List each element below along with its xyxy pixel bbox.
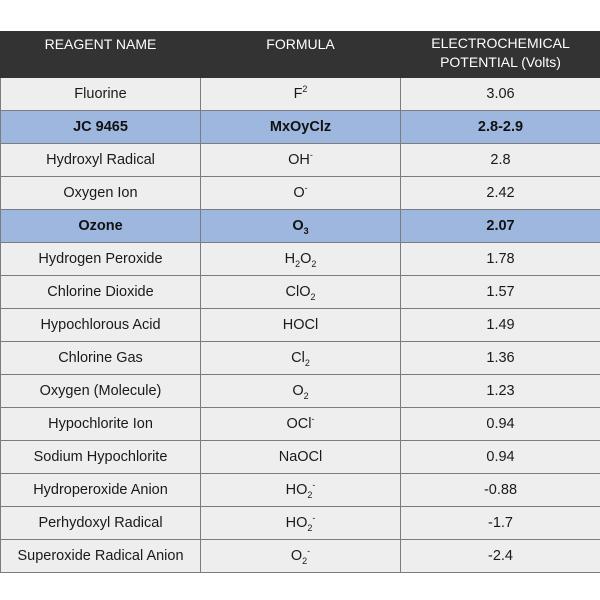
formula-superscript: - [309, 150, 313, 161]
table-row [1, 210, 600, 243]
formula-superscript: - [312, 480, 316, 491]
formula-cell [201, 276, 401, 309]
potential-cell: 1.57 [401, 276, 600, 309]
formula-superscript: 2 [302, 84, 308, 95]
table-row [1, 408, 600, 441]
reagent-potential-table [0, 31, 600, 573]
formula-text: O [292, 383, 304, 399]
table-row [1, 474, 600, 507]
formula-subscript: 2 [295, 258, 301, 269]
reagent-name-cell: Chlorine Dioxide [1, 276, 201, 309]
reagent-name-cell: Oxygen Ion [1, 177, 201, 210]
potential-cell: -1.7 [401, 507, 600, 540]
formula-cell [201, 342, 401, 375]
table-body [1, 78, 600, 573]
potential-cell: 0.94 [401, 408, 600, 441]
reagent-name-cell: Chlorine Gas [1, 342, 201, 375]
reagent-name-cell: Perhydoxyl Radical [1, 507, 201, 540]
header-reagent-name: REAGENT NAME [1, 32, 201, 78]
formula-text: O [300, 251, 312, 267]
formula-text: HOCl [282, 317, 319, 333]
header-formula: FORMULA [201, 32, 401, 78]
formula-subscript: 2 [302, 555, 308, 566]
formula-cell [201, 474, 401, 507]
formula-text: NaOCl [278, 449, 323, 465]
formula-text: OH [288, 152, 310, 168]
formula-subscript: 2 [304, 357, 310, 368]
formula-subscript: 2 [303, 390, 309, 401]
table-row [1, 78, 600, 111]
formula-text: F [293, 86, 303, 102]
potential-cell: 3.06 [401, 78, 600, 111]
formula-text: HO [285, 482, 308, 498]
reagent-name-cell: Oxygen (Molecule) [1, 375, 201, 408]
formula-text: ClO [285, 284, 311, 300]
potential-cell: 1.49 [401, 309, 600, 342]
reagent-name-cell: Hydrogen Peroxide [1, 243, 201, 276]
formula-subscript: 2 [311, 258, 317, 269]
table-row [1, 507, 600, 540]
formula-cell [201, 78, 401, 111]
formula-text: HO [285, 515, 308, 531]
reagent-name-cell: Fluorine [1, 78, 201, 111]
formula-superscript: - [312, 513, 316, 524]
formula-text: MxOyClz [269, 119, 332, 135]
formula-superscript: - [304, 183, 308, 194]
formula-cell [201, 408, 401, 441]
header-row [1, 32, 600, 78]
formula-cell [201, 144, 401, 177]
table-row [1, 342, 600, 375]
formula-cell [201, 441, 401, 474]
formula-text: OCl [286, 416, 312, 432]
potential-cell: 1.23 [401, 375, 600, 408]
potential-cell: 2.07 [401, 210, 600, 243]
potential-cell: -2.4 [401, 540, 600, 573]
formula-superscript: - [307, 546, 311, 557]
reagent-name-cell: Sodium Hypochlorite [1, 441, 201, 474]
table-row [1, 441, 600, 474]
potential-cell: 2.42 [401, 177, 600, 210]
table-row [1, 111, 600, 144]
potential-cell: 2.8-2.9 [401, 111, 600, 144]
table-row [1, 540, 600, 573]
table-row [1, 375, 600, 408]
formula-text: Cl [291, 350, 305, 366]
table-row [1, 243, 600, 276]
table-row [1, 309, 600, 342]
formula-text: H [284, 251, 296, 267]
formula-subscript: 2 [310, 291, 316, 302]
reagent-name-cell: JC 9465 [1, 111, 201, 144]
formula-cell [201, 507, 401, 540]
table-row [1, 177, 600, 210]
header-electrochemical-potential: ELECTROCHEMICAL POTENTIAL (Volts) [401, 32, 600, 78]
formula-subscript: 2 [307, 522, 313, 533]
formula-cell [201, 243, 401, 276]
reagent-name-cell: Hydroxyl Radical [1, 144, 201, 177]
potential-cell: -0.88 [401, 474, 600, 507]
reagent-name-cell: Hypochlorite Ion [1, 408, 201, 441]
formula-text: O [292, 218, 304, 234]
formula-cell [201, 177, 401, 210]
formula-cell [201, 111, 401, 144]
reagent-name-cell: Hydroperoxide Anion [1, 474, 201, 507]
reagent-name-cell: Superoxide Radical Anion [1, 540, 201, 573]
formula-cell [201, 210, 401, 243]
table-row [1, 276, 600, 309]
formula-cell [201, 540, 401, 573]
table-row [1, 144, 600, 177]
potential-cell: 1.78 [401, 243, 600, 276]
reagent-name-cell: Hypochlorous Acid [1, 309, 201, 342]
formula-subscript: 2 [307, 489, 313, 500]
formula-cell [201, 309, 401, 342]
formula-text: O [293, 185, 305, 201]
potential-cell: 1.36 [401, 342, 600, 375]
potential-cell: 0.94 [401, 441, 600, 474]
formula-subscript: 3 [303, 225, 309, 236]
formula-superscript: - [311, 414, 315, 425]
formula-cell [201, 375, 401, 408]
formula-text: O [290, 548, 303, 564]
reagent-name-cell: Ozone [1, 210, 201, 243]
potential-cell: 2.8 [401, 144, 600, 177]
